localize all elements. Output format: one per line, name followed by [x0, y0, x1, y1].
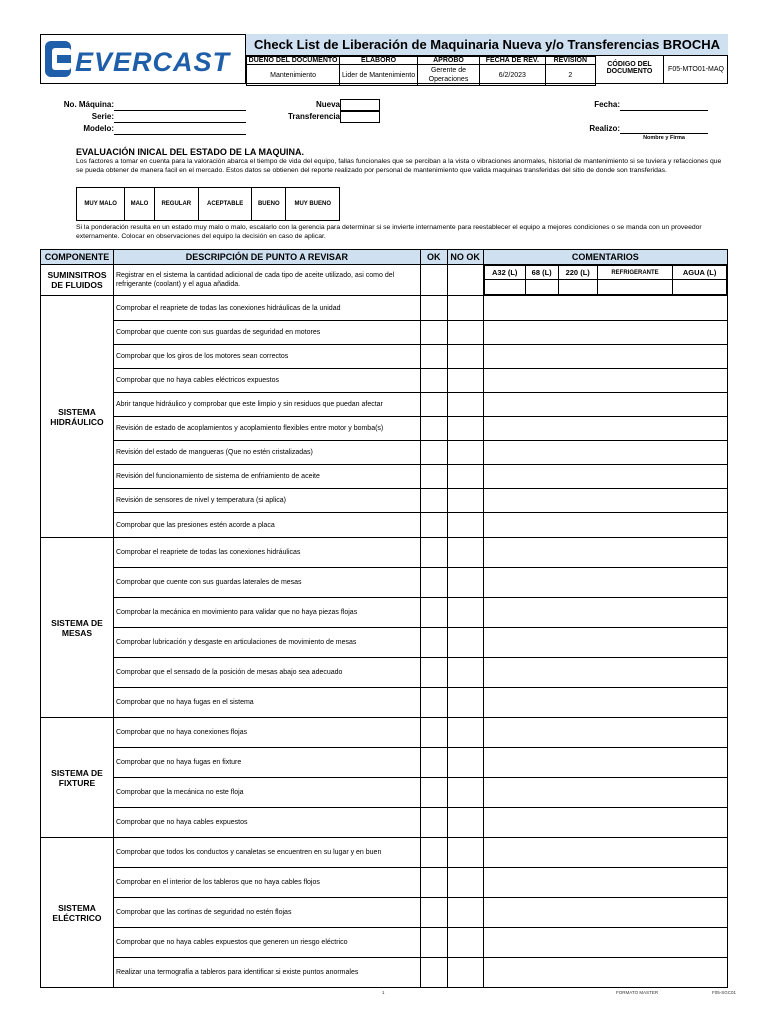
ok-cell[interactable] — [420, 808, 447, 838]
no-ok-cell[interactable] — [447, 598, 483, 628]
comment-cell[interactable] — [483, 628, 727, 658]
no-ok-cell[interactable] — [447, 345, 483, 369]
ok-cell[interactable] — [420, 838, 447, 868]
comment-cell[interactable] — [483, 296, 727, 321]
item-description: Comprobar que las presiones estén acorde a placa — [113, 513, 420, 538]
ok-cell[interactable] — [420, 748, 447, 778]
ok-cell[interactable] — [420, 441, 447, 465]
no-maquina-label: No. Máquina: — [63, 100, 114, 109]
item-description: Comprobar en el interior de los tableros que no haya cables flojos — [113, 868, 420, 898]
nueva-label: Nueva — [315, 100, 340, 109]
ok-cell[interactable] — [420, 369, 447, 393]
meta-value: Mantenimiento — [247, 65, 340, 86]
comment-cell[interactable] — [483, 369, 727, 393]
no-ok-cell[interactable] — [447, 718, 483, 748]
fecha-field[interactable] — [620, 101, 708, 111]
comment-cell[interactable] — [483, 808, 727, 838]
comment-cell[interactable] — [483, 898, 727, 928]
no-ok-cell[interactable] — [447, 688, 483, 718]
evaluation-title: EVALUACIÓN INICAL DEL ESTADO DE LA MAQUINA. — [76, 147, 305, 157]
component-fluidos: SUMINSITROS DE FLUIDOS — [41, 265, 114, 296]
comment-cell[interactable] — [483, 393, 727, 417]
comment-cell[interactable] — [483, 489, 727, 513]
modelo-label: Modelo: — [83, 124, 114, 133]
item-description: Comprobar que el sensado de la posición de mesas abajo sea adecuado — [113, 658, 420, 688]
item-description: Comprobar que no haya conexiones flojas — [113, 718, 420, 748]
code-label: CÓDIGO DEL DOCUMENTO — [596, 56, 664, 84]
ok-cell[interactable] — [420, 688, 447, 718]
comment-cell[interactable] — [483, 688, 727, 718]
item-description: Comprobar que no haya cables expuestos — [113, 808, 420, 838]
no-ok-cell[interactable] — [447, 868, 483, 898]
fluid-input[interactable] — [484, 280, 525, 295]
no-ok-cell[interactable] — [447, 898, 483, 928]
item-description: Comprobar que los giros de los motores sean correctos — [113, 345, 420, 369]
meta-label: DUEÑO DEL DOCUMENTO — [247, 57, 340, 65]
comment-cell[interactable] — [483, 928, 727, 958]
document-title: Check List de Liberación de Maquinaria Nueva y/o Transferencias BROCHA — [246, 34, 728, 56]
modelo-field[interactable] — [114, 125, 246, 135]
item-description: Revisión de estado de acoplamientos y acoplamiento flexibles entre motor y bomba(s) — [113, 417, 420, 441]
fluid-sub-table — [484, 265, 727, 295]
nombre-firma-caption: Nombre y Firma — [643, 135, 685, 141]
item-description: Comprobar que todos los conductos y canaletas se encuentren en su lugar y en buen — [113, 838, 420, 868]
item-description: Comprobar que no haya fugas en fixture — [113, 748, 420, 778]
meta-value: 2 — [545, 65, 595, 86]
code-value: F05-MTO01-MAQ — [668, 66, 724, 73]
meta-label: APROBÓ — [417, 57, 479, 65]
no-ok-cell[interactable] — [447, 441, 483, 465]
item-description: Revisión del estado de mangueras (Que no estén cristalizadas) — [113, 441, 420, 465]
ok-cell[interactable] — [420, 296, 447, 321]
item-description: Registrar en el sistema la cantidad adicional de cada tipo de aceite utilizado, asi como del refrigerante (coolant) y el agua añadida. — [113, 265, 420, 296]
evaluation-paragraph: Los factores a tomar en cuenta para la valoración abarca el tiempo de vida del equipo, fallas funcionales que se perciban a la vista o vibraciones anormales, historial de mantenimiento si se tuviera y refacciones que se pueda obtener de manera facil en el mercado. Estos datos se obtienen del reporte realizado por personal de mantenimiento que valida maquinas transferidas del sitio de donde son transferidas. — [76, 158, 722, 174]
ok-cell[interactable] — [420, 958, 447, 988]
item-description: Comprobar que la mecánica no este floja — [113, 778, 420, 808]
no-ok-cell[interactable] — [447, 748, 483, 778]
comment-cell[interactable] — [483, 658, 727, 688]
item-description: Comprobar el reapriete de todas las conexiones hidráulicas de la unidad — [113, 296, 420, 321]
serie-label: Serie: — [91, 112, 114, 121]
ok-cell[interactable] — [420, 417, 447, 441]
item-description: Revisión de sensores de nivel y temperatura (si aplica) — [113, 489, 420, 513]
no-ok-cell[interactable] — [447, 958, 483, 988]
item-description: Comprobar que las cortinas de seguridad no estén flojas — [113, 898, 420, 928]
header-ok: OK — [420, 250, 447, 265]
ok-cell[interactable] — [420, 321, 447, 345]
no-ok-cell[interactable] — [447, 265, 483, 296]
fluid-input[interactable] — [673, 280, 727, 295]
ok-cell[interactable] — [420, 598, 447, 628]
scale-option[interactable]: BUENO — [252, 188, 286, 221]
no-maquina-field[interactable] — [114, 101, 246, 111]
scale-option[interactable]: REGULAR — [154, 188, 199, 221]
comment-cell[interactable] — [483, 568, 727, 598]
meta-label: REVISIÓN — [545, 57, 595, 65]
fluid-col: 68 (L) — [525, 266, 558, 280]
condition-scale — [76, 187, 340, 221]
checklist-table — [40, 249, 728, 988]
no-ok-cell[interactable] — [447, 568, 483, 598]
no-ok-cell[interactable] — [447, 538, 483, 568]
meta-label: FECHA DE REV. — [480, 57, 546, 65]
component-hidraulico: SISTEMA HIDRÁULICO — [41, 296, 114, 538]
nueva-checkbox[interactable] — [340, 99, 380, 111]
header-comentarios: COMENTARIOS — [483, 250, 727, 265]
ok-cell[interactable] — [420, 465, 447, 489]
ok-cell[interactable] — [420, 265, 447, 296]
no-ok-cell[interactable] — [447, 321, 483, 345]
form-code: F05-SGC01 — [712, 990, 737, 995]
no-ok-cell[interactable] — [447, 928, 483, 958]
comment-cell[interactable] — [483, 465, 727, 489]
page-number: 1 — [382, 990, 385, 995]
ok-cell[interactable] — [420, 393, 447, 417]
comment-cell[interactable] — [483, 321, 727, 345]
no-ok-cell[interactable] — [447, 628, 483, 658]
comment-cell[interactable] — [483, 513, 727, 538]
realizo-label: Realizo: — [589, 124, 620, 133]
no-ok-cell[interactable] — [447, 658, 483, 688]
comment-cell[interactable] — [483, 958, 727, 988]
item-description: Comprobar lubricación y desgaste en articulaciones de movimiento de mesas — [113, 628, 420, 658]
component-fixture: SISTEMA DE FIXTURE — [41, 718, 114, 838]
header-no-ok: NO OK — [447, 250, 483, 265]
meta-value: Lider de Mantenimiento — [340, 65, 418, 86]
header-componente: COMPONENTE — [41, 250, 114, 265]
comment-cell[interactable] — [483, 598, 727, 628]
no-ok-cell[interactable] — [447, 393, 483, 417]
document-meta-table — [246, 56, 596, 86]
serie-field[interactable] — [114, 113, 246, 123]
item-description: Comprobar el reapriete de todas las conexiones hidráulicas — [113, 538, 420, 568]
ok-cell[interactable] — [420, 928, 447, 958]
company-logo — [41, 35, 246, 83]
comment-cell[interactable] — [483, 417, 727, 441]
no-ok-cell[interactable] — [447, 465, 483, 489]
comment-cell[interactable] — [483, 538, 727, 568]
no-ok-cell[interactable] — [447, 417, 483, 441]
meta-label: ELABORÓ — [340, 57, 418, 65]
fluid-col: AGUA (L) — [673, 266, 727, 280]
meta-value: Gerente de Operaciones — [417, 65, 479, 86]
transferencia-label: Transferencia — [287, 112, 340, 121]
comment-cell[interactable] — [483, 718, 727, 748]
ok-cell[interactable] — [420, 718, 447, 748]
scale-option[interactable]: ACEPTABLE — [199, 188, 252, 221]
ok-cell[interactable] — [420, 628, 447, 658]
ok-cell[interactable] — [420, 345, 447, 369]
scale-option[interactable]: MUY MALO — [77, 188, 125, 221]
comment-cell[interactable] — [483, 748, 727, 778]
no-ok-cell[interactable] — [447, 369, 483, 393]
escalation-paragraph: Si la ponderación resulta en un estado muy malo o malo, escalarlo con la gerencia para determinar si se invierte internamente para reestablecer el equipo a mejores condiciones o se manda con un proveedor externamente. Colocar en observaciones del equipo la decisión en caso de aplicar. — [76, 224, 702, 240]
comment-cell[interactable] — [483, 838, 727, 868]
ok-cell[interactable] — [420, 778, 447, 808]
comment-cell[interactable] — [483, 778, 727, 808]
fluid-col: 220 (L) — [558, 266, 597, 280]
item-description: Abrir tanque hidráulico y comprobar que este limpio y sin residuos que puedan afectar — [113, 393, 420, 417]
no-ok-cell[interactable] — [447, 778, 483, 808]
fecha-label: Fecha: — [594, 100, 620, 109]
ok-cell[interactable] — [420, 868, 447, 898]
ok-cell[interactable] — [420, 489, 447, 513]
fluid-col: A32 (L) — [484, 266, 525, 280]
ok-cell[interactable] — [420, 538, 447, 568]
fluid-input[interactable] — [558, 280, 597, 295]
item-description: Realizar una termografía a tableros para identificar si existe puntos anormales — [113, 958, 420, 988]
item-description: Comprobar la mecánica en movimiento para validar que no haya piezas flojas — [113, 598, 420, 628]
fluid-input[interactable] — [597, 280, 672, 295]
item-description: Comprobar que cuente con sus guardas laterales de mesas — [113, 568, 420, 598]
no-ok-cell[interactable] — [447, 489, 483, 513]
form-name: FORMATO MASTER — [616, 990, 659, 995]
no-ok-cell[interactable] — [447, 296, 483, 321]
no-ok-cell[interactable] — [447, 513, 483, 538]
comment-cell[interactable] — [483, 868, 727, 898]
item-description: Comprobar que no haya cables expuestos que generen un riesgo eléctrico — [113, 928, 420, 958]
component-electrico: SISTEMA ELÉCTRICO — [41, 838, 114, 988]
item-description: Comprobar que cuente con sus guardas de seguridad en motores — [113, 321, 420, 345]
svg-text:EVERCAST: EVERCAST — [75, 47, 231, 77]
header-descripcion: DESCRIPCIÓN DE PUNTO A REVISAR — [113, 250, 420, 265]
scale-option[interactable]: MUY BUENO — [286, 188, 340, 221]
scale-option[interactable]: MALO — [125, 188, 154, 221]
fluid-col: REFRIGERANTE — [597, 266, 672, 280]
fluid-input[interactable] — [525, 280, 558, 295]
meta-value: 6/2/2023 — [480, 65, 546, 86]
ok-cell[interactable] — [420, 513, 447, 538]
component-mesas: SISTEMA DE MESAS — [41, 538, 114, 718]
realizo-field[interactable] — [620, 124, 708, 134]
no-ok-cell[interactable] — [447, 808, 483, 838]
ok-cell[interactable] — [420, 658, 447, 688]
item-description: Comprobar que no haya fugas en el sistema — [113, 688, 420, 718]
item-description: Revisión del funcionamiento de sistema de enfriamiento de aceite — [113, 465, 420, 489]
item-description: Comprobar que no haya cables eléctricos expuestos — [113, 369, 420, 393]
no-ok-cell[interactable] — [447, 838, 483, 868]
transferencia-checkbox[interactable] — [340, 111, 380, 123]
comment-cell[interactable] — [483, 441, 727, 465]
comment-cell[interactable] — [483, 345, 727, 369]
ok-cell[interactable] — [420, 568, 447, 598]
ok-cell[interactable] — [420, 898, 447, 928]
